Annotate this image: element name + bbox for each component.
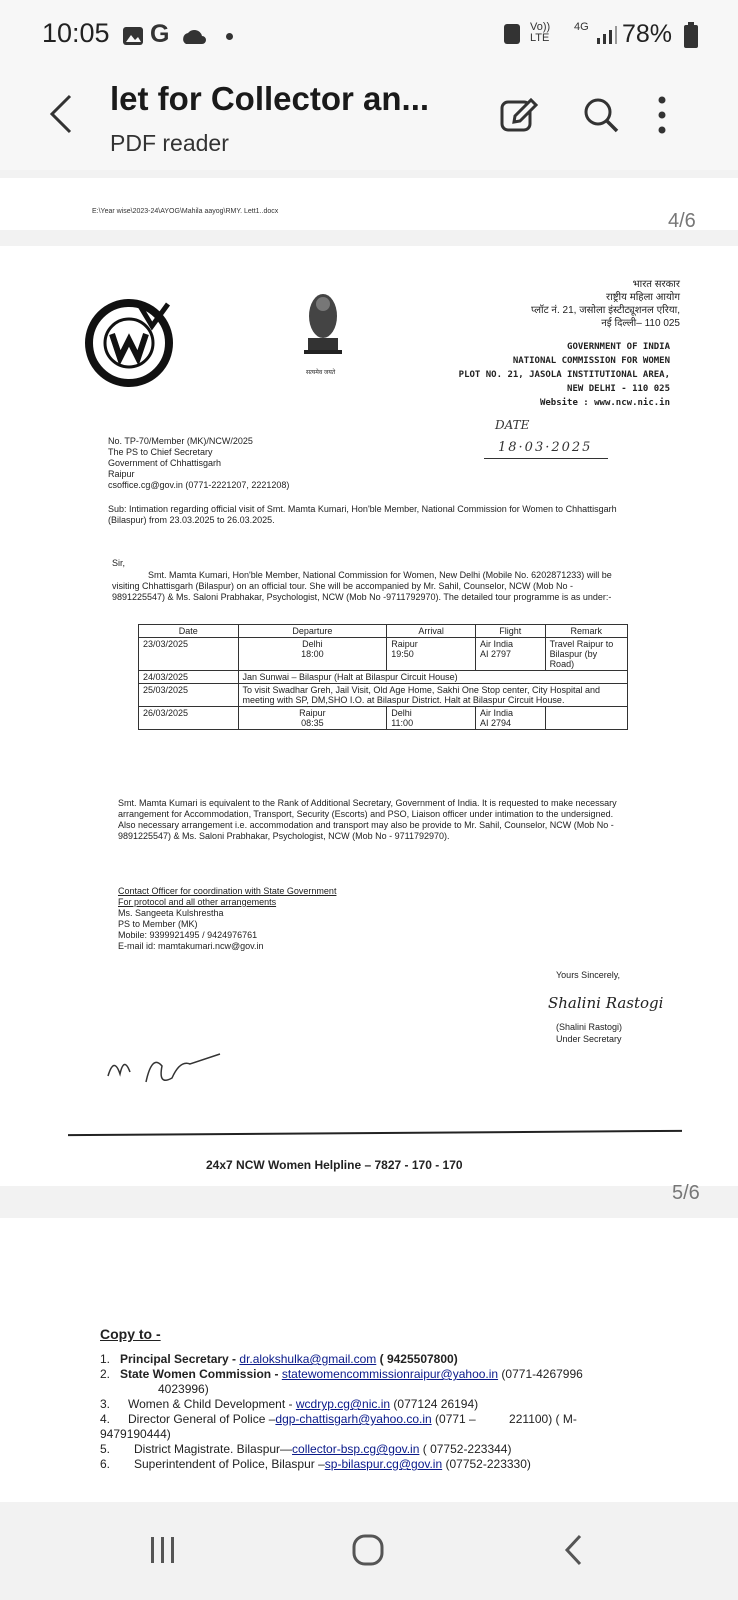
subject-line: Sub: Intimation regarding official visit of Smt. Mamta Kumari, Hon'ble Member, National Commission for Women to Chhattisgarh (Bilaspur) from 23.03.2025 to 26.03.2025. xyxy=(108,504,617,525)
table-cell: Air India AI 2797 xyxy=(476,638,546,671)
battery-level: 78% xyxy=(622,20,673,48)
org-line: NEW DELHI - 110 025 xyxy=(567,384,670,394)
hindi-line: नई दिल्ली– 110 025 xyxy=(601,318,680,329)
hindi-line: राष्ट्रीय महिला आयोग xyxy=(606,292,680,303)
copy-to-item: 4023996) xyxy=(158,1382,209,1396)
copy-to-item: 1. Principal Secretary - dr.alokshulka@gmail.com ( 9425507800) xyxy=(100,1352,458,1366)
google-icon: G xyxy=(150,20,170,48)
copy-to-item: 5. District Magistrate. Bilaspur—collector-bsp.cg@gov.in ( 07752-223344) xyxy=(100,1442,512,1456)
body-paragraph-1: Smt. Mamta Kumari, Hon'ble Member, National Commission for Women, New Delhi (Mobile No. 6202871233) will be visiting Chhattisgarh (Bilaspur) on an official tour. She will be accompanied by Mr. Sahil, Counselor, NCW (Mob No - 9891225547) & Ms. Saloni Prabhakar, Psychologist, NCW (Mob No -9711792970). The detailed tour programme is as under:- xyxy=(112,570,612,602)
signer-title: Under Secretary xyxy=(556,1034,622,1044)
volte-indicator: Vo)) LTE xyxy=(530,21,551,44)
column-header: Date xyxy=(139,625,239,638)
ncw-logo xyxy=(82,296,176,390)
date-label: DATE xyxy=(495,418,530,432)
email-link[interactable]: collector-bsp.cg@gov.in xyxy=(292,1442,420,1456)
edit-icon[interactable] xyxy=(498,94,540,136)
column-header: Arrival xyxy=(387,625,476,638)
email-link[interactable]: sp-bilaspur.cg@gov.in xyxy=(324,1457,443,1471)
table-row xyxy=(139,638,628,671)
gallery-icon xyxy=(122,26,144,46)
hindi-line: भारत सरकार xyxy=(632,279,680,290)
footer-rule xyxy=(68,1130,682,1136)
national-emblem xyxy=(300,290,346,364)
copy-to-item: 4. Director General of Police –dgp-chattisgarh@yahoo.co.in (0771 – 221100) ( M- xyxy=(100,1412,577,1426)
letter-number: No. TP-70/Member (MK)/NCW/2025 xyxy=(108,436,253,446)
status-bar xyxy=(0,0,738,70)
email-link[interactable]: dr.alokshulka@gmail.com xyxy=(239,1352,377,1366)
date-value: 18·03·2025 xyxy=(498,440,593,455)
table-cell: Raipur 08:35 xyxy=(238,707,387,730)
home-icon[interactable] xyxy=(350,1533,386,1567)
copy-to-item: 6. Superintendent of Police, Bilaspur –sp-bilaspur.cg@gov.in (07752-223330) xyxy=(100,1457,531,1471)
org-website: Website : www.ncw.nic.in xyxy=(539,398,670,408)
dot-icon xyxy=(226,33,233,40)
recipient-block xyxy=(108,436,289,491)
column-header: Remark xyxy=(545,625,627,638)
table-cell: Jan Sunwai – Bilaspur (Halt at Bilaspur Circuit House) xyxy=(238,671,628,684)
copy-to-item: 3. Women & Child Development - wcdryp.cg@nic.in (077124 26194) xyxy=(100,1397,479,1411)
table-row xyxy=(139,671,628,684)
back-nav-icon[interactable] xyxy=(562,1533,586,1567)
app-subtitle: PDF reader xyxy=(110,130,229,156)
page-header-path: E:\Year wise\2023-24\AYOG\Mahila aayog\RMY. Lett1..docx xyxy=(92,208,279,215)
signature: Shalini Rastogi xyxy=(548,994,664,1012)
closing: Yours Sincerely, xyxy=(556,970,621,980)
table-cell: 24/03/2025 xyxy=(139,671,239,684)
handwritten-initials xyxy=(100,1026,230,1096)
letterhead-hindi xyxy=(430,278,680,330)
page-indicator-5: 5/6 xyxy=(672,1182,700,1204)
recent-apps-icon[interactable] xyxy=(148,1533,178,1567)
signal-icon xyxy=(596,26,618,44)
table-header-row xyxy=(139,625,628,638)
cloud-icon xyxy=(180,28,208,44)
contact-designation: PS to Member (MK) xyxy=(118,919,198,929)
contact-block xyxy=(118,886,336,952)
contact-email: E-mail id: mamtakumari.ncw@gov.in xyxy=(118,941,264,951)
system-nav-bar xyxy=(0,1505,738,1600)
copy-to-item: 9479190444) xyxy=(100,1427,171,1441)
copy-to-heading: Copy to - xyxy=(100,1326,161,1342)
status-time: 10:05 xyxy=(42,18,110,48)
page-6-copy-to xyxy=(0,1218,738,1502)
table-cell: To visit Swadhar Greh, Jail Visit, Old Age Home, Sakhi One Stop center, City Hospital and meeting with SP, DM,SHO I.O. at Bilaspur District. Halt at Bilaspur Circuit House. xyxy=(238,684,628,707)
table-cell: Delhi 11:00 xyxy=(387,707,476,730)
letterhead-english xyxy=(380,340,670,410)
column-header: Departure xyxy=(238,625,387,638)
column-header: Flight xyxy=(476,625,546,638)
table-cell: Raipur 19:50 xyxy=(387,638,476,671)
table-row xyxy=(139,684,628,707)
page-5-letter xyxy=(0,246,738,1186)
emblem-caption: सत्यमेव जयते xyxy=(306,370,336,376)
recipient-line: Government of Chhattisgarh xyxy=(108,458,222,468)
tour-programme-table xyxy=(138,624,628,730)
org-line: GOVERNMENT OF INDIA xyxy=(567,342,670,352)
hindi-line: प्लॉट नं. 21, जसोला इंस्टीट्यूशनल एरिया, xyxy=(530,305,680,316)
email-link[interactable]: dgp-chattisgarh@yahoo.co.in xyxy=(275,1412,432,1426)
recipient-line: Raipur xyxy=(108,469,135,479)
more-options-icon[interactable] xyxy=(652,94,672,136)
org-line: PLOT NO. 21, JASOLA INSTITUTIONAL AREA, xyxy=(458,370,670,380)
date-underline xyxy=(484,458,608,459)
table-row xyxy=(139,707,628,730)
search-icon[interactable] xyxy=(580,94,622,136)
copy-to-list xyxy=(100,1352,720,1472)
copy-to-item: 2. State Women Commission - statewomencommissionraipur@yahoo.in (0771-4267996 xyxy=(100,1367,583,1381)
sim-icon xyxy=(504,24,520,44)
network-type: 4G xyxy=(574,21,589,33)
battery-icon xyxy=(684,22,698,48)
table-cell: 23/03/2025 xyxy=(139,638,239,671)
contact-mobile: Mobile: 9399921495 / 9424976761 xyxy=(118,930,258,940)
body-paragraph-2: Smt. Mamta Kumari is equivalent to the Rank of Additional Secretary, Government of India. It is requested to make necessary arrangement for Accommodation, Transport, Security (Escorts) and PSO, Liaison officer under intimation to the undersigned. Also necessary arrangement i.e. accommodation and transport may also be provide to Mr. Sahil, Counselor, NCW (Mob No - 9891225547) & Ms. Saloni Prabhakar, Psychologist, NCW (Mob No - 9711792970). xyxy=(118,798,617,841)
back-arrow-icon[interactable] xyxy=(44,92,78,136)
recipient-email: csoffice.cg@gov.in (0771-2221207, 2221208) xyxy=(108,480,290,490)
signer-name: (Shalini Rastogi) xyxy=(556,1022,623,1032)
document-title: let for Collector an... xyxy=(110,80,430,117)
table-cell xyxy=(545,707,627,730)
contact-name: Ms. Sangeeta Kulshrestha xyxy=(118,908,224,918)
org-line: NATIONAL COMMISSION FOR WOMEN xyxy=(512,356,670,366)
email-link[interactable]: wcdryp.cg@nic.in xyxy=(295,1397,391,1411)
app-bar xyxy=(0,70,738,170)
recipient-line: The PS to Chief Secretary xyxy=(108,447,213,457)
table-cell: Delhi 18:00 xyxy=(238,638,387,671)
table-cell: 26/03/2025 xyxy=(139,707,239,730)
contact-heading: Contact Officer for coordination with State Government xyxy=(118,886,337,896)
table-cell: Air India AI 2794 xyxy=(476,707,546,730)
email-link[interactable]: statewomencommissionraipur@yahoo.in xyxy=(281,1367,499,1381)
contact-heading: For protocol and all other arrangements xyxy=(118,897,277,907)
table-cell: Travel Raipur to Bilaspur (by Road) xyxy=(545,638,627,671)
page-4-fragment xyxy=(0,178,738,230)
page-indicator-4: 4/6 xyxy=(668,210,696,232)
helpline-text: 24x7 NCW Women Helpline – 7827 - 170 - 170 xyxy=(206,1158,463,1172)
salutation: Sir, xyxy=(112,558,126,568)
table-cell: 25/03/2025 xyxy=(139,684,239,707)
